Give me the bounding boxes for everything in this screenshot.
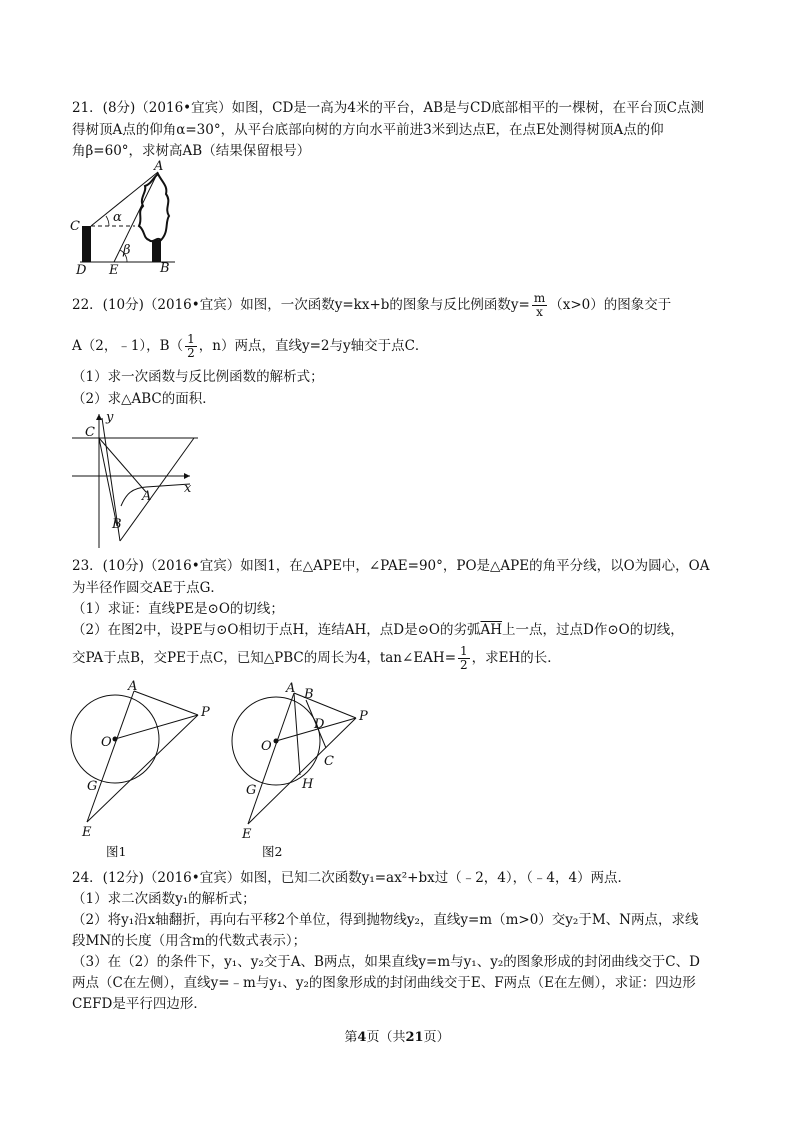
q23-fig2-label-A: A [286,681,296,696]
q23-fraction-half [458,645,470,672]
q24-part3-line1: （3）在（2）的条件下，y₁、y₂交于A、B两点，如果直线y=m与y₁、y₂的图象形成的封闭曲线交于C、D [72,954,700,970]
q23-line5 [72,645,561,672]
footer-page-number: 4 [357,1030,367,1045]
q21-line1: 21．(8分)（2016•宜宾）如图，CD是一高为4米的平台，AB是与CD底部相平的一棵树，在平台顶C点测 [72,100,705,116]
q23-part2 [72,620,684,640]
q22-line2-tail: ，n）两点，直线y=2与y轴交于点C． [198,338,429,354]
q23-figure-2 [224,678,384,863]
q23-arc-AH: $\overline{AH}$ [480,622,503,638]
q22-line2-head: A（2，﹣1），B（ [72,338,184,354]
q23-part2-b: 上一点，过点D作⊙O的切线， [502,622,684,638]
q22-fraction-half [185,333,197,360]
q23-fig1-label-O: O [101,735,112,750]
q22-fraction-m-over-x [532,292,547,319]
q23-fig2-label-O: O [261,739,272,754]
footer-mid: 页（共 [366,1030,406,1045]
q22-label-C: C [85,425,95,440]
q23-part2-a: （2）在图2中，设PE与⊙O相切于点H，连结AH，点D是⊙O的劣弧 [72,622,481,638]
q21-line3: 角β=60°，求树高AB（结果保留根号） [72,143,311,159]
q21-label-E: E [109,263,119,278]
q23-fig2-caption: 图2 [262,844,283,859]
q24-part2-line2: 段MN的长度（用含m的代数式表示）； [72,933,307,949]
q22-line1 [72,292,671,319]
q21-label-B: B [160,261,170,276]
q22-frac-num: m [533,291,546,305]
q23-fig2-label-P: P [359,709,368,724]
q21-label-C: C [70,219,80,234]
page-footer [0,1026,794,1045]
footer-total-pages: 21 [405,1030,424,1045]
q23-figure-1 [62,678,222,863]
q23-frac-den: 2 [460,658,468,672]
q21-label-A: A [154,160,164,174]
q21-label-alpha: α [113,210,122,225]
q23-part1: （1）求证：直线PE是⊙O的切线； [72,601,284,617]
q23-line5-tail: ，求EH的长． [471,650,561,666]
q22-label-x: x [184,481,192,496]
q22-frac2-num: 1 [187,332,195,346]
q23-fig2-label-D: D [314,717,325,732]
q23-fig1-label-A: A [128,679,138,694]
q21-label-D: D [76,263,87,278]
q21-line2: 得树顶A点的仰角α=30°，从平台底部向树的方向水平前进3米到达点E，在点E处测得树顶A点的仰 [72,122,664,138]
q22-line1-tail: （x>0）的图象交于 [549,297,672,313]
q22-label-B: B [112,517,122,532]
footer-post: 页） [423,1030,450,1045]
q22-part1: （1）求一次函数与反比例函数的解析式； [72,369,324,385]
q22-figure [66,408,206,553]
q23-fig1-label-P: P [201,705,210,720]
q23-line2: 为半径作圆交AE于点G． [72,580,224,596]
q23-fig1-label-E: E [82,825,92,840]
q23-fig2-label-G: G [246,783,257,798]
q24-part3-line3: CEFD是平行四边形． [72,996,207,1012]
q21-label-beta: β [123,243,131,258]
q24-part2-line1: （2）将y₁沿x轴翻折，再向右平移2个单位，得到抛物线y₂，直线y=m（m>0）交y₂于M、N两点，求线 [72,912,699,928]
q23-fig1-caption: 图1 [106,844,127,859]
q23-fig2-label-H: H [302,777,314,792]
q23-line5-head: 交PA于点B，交PE于点C，已知△PBC的周长为4，tan∠EAH= [72,650,457,666]
q22-label-y: y [106,410,114,425]
q23-fig1-label-G: G [87,779,98,794]
q22-line2 [72,333,428,360]
q21-figure [65,160,195,280]
q22-line1-head: 22．(10分)（2016•宜宾）如图，一次函数y=kx+b的图象与反比例函数y= [72,297,530,313]
q23-fig2-label-B: B [304,687,314,702]
q22-label-A: A [142,489,152,504]
q24-part3-line2: 两点（C在左侧），直线y=﹣m与y₁、y₂的图象形成的封闭曲线交于E、F两点（E在左侧），求证：四边形 [72,975,696,991]
q23-line1: 23．(10分)（2016•宜宾）如图1，在△APE中，∠PAE=90°，PO是△APE的角平分线，以O为圆心，OA [72,558,710,574]
q23-fig2-label-E: E [242,827,252,842]
q23-frac-num: 1 [460,644,468,658]
q22-frac-den: x [536,305,543,319]
q23-fig2-label-C: C [324,754,334,769]
q24-part1: （1）求二次函数y₁的解析式； [72,891,256,907]
footer-pre: 第 [344,1030,358,1045]
q24-line1: 24．(12分)（2016•宜宾）如图，已知二次函数y₁=ax²+bx过（﹣2，4），（﹣4，4）两点． [72,870,632,886]
q22-frac2-den: 2 [187,346,195,360]
q22-part2: （2）求△ABC的面积． [72,391,216,407]
